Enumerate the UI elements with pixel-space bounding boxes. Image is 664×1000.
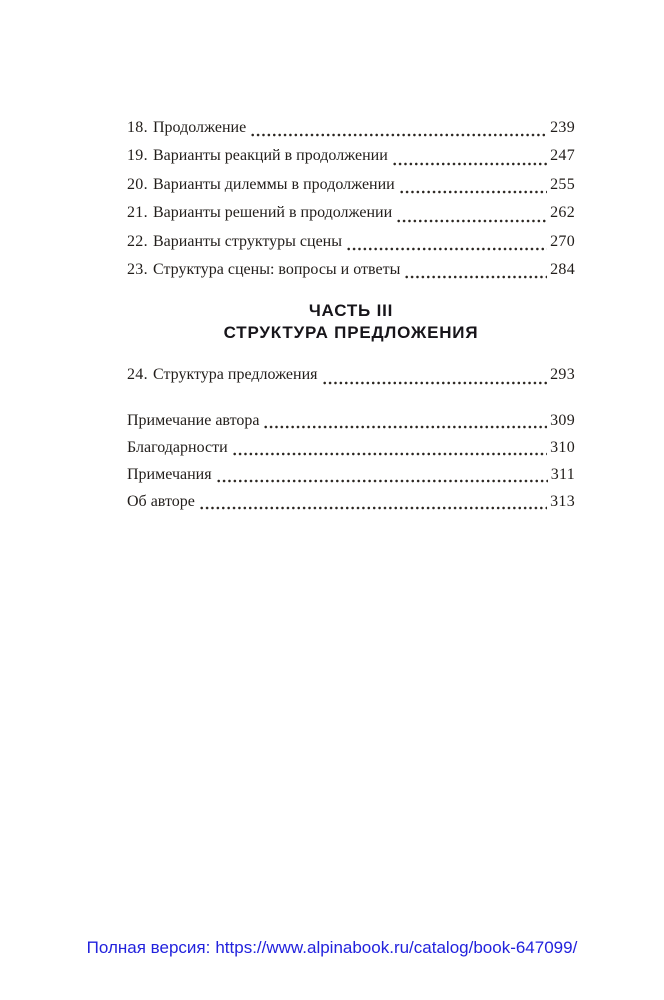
toc-entry-title: Варианты структуры сцены (153, 232, 342, 250)
toc-entry-title: Структура предложения (153, 366, 318, 384)
toc-entry (127, 461, 575, 488)
toc-entry (127, 171, 575, 199)
toc-entry (127, 114, 575, 142)
dot-leader (199, 506, 547, 510)
part-heading (127, 300, 575, 344)
dot-leader (396, 219, 547, 223)
toc-entry (127, 142, 575, 170)
dot-leader (263, 425, 547, 429)
toc-part-list (127, 361, 575, 389)
toc-entry-title: Об авторе (127, 492, 195, 510)
toc-entry (127, 256, 575, 284)
dot-leader (399, 190, 547, 194)
toc-entry-page: 239 (550, 119, 575, 136)
toc-entry-number: 24. (127, 366, 148, 384)
dot-leader (404, 275, 547, 279)
toc-back-matter-list (127, 407, 575, 515)
toc-entry-page: 311 (550, 465, 575, 483)
toc-entry (127, 488, 575, 515)
toc-entry-title: Варианты решений в продолжении (153, 204, 393, 222)
footer-label: Полная версия: (86, 938, 211, 957)
toc-entry-page: 247 (550, 147, 575, 165)
toc-entry-title: Примечания (127, 465, 212, 483)
toc-entry (127, 228, 575, 256)
dot-leader (250, 133, 547, 137)
toc-entry-number: 20. (127, 175, 148, 193)
toc-entry-page: 284 (550, 260, 575, 278)
toc-entry-number: 21. (127, 204, 148, 222)
toc-entry (127, 434, 575, 461)
toc-entry-title: Примечание автора (127, 411, 260, 429)
toc-entry-title: Структура сцены: вопросы и ответы (153, 260, 401, 278)
toc-entry-title: Варианты дилеммы в продолжении (153, 175, 395, 193)
toc-entry-title: Благодарности (127, 438, 228, 456)
dot-leader (232, 452, 547, 456)
toc-entry-page: 310 (550, 438, 575, 456)
toc-entry-title: Продолжение (153, 119, 247, 136)
dot-leader (322, 381, 548, 385)
toc-entry-number: 18. (127, 119, 148, 136)
toc-numbered-list (127, 114, 575, 284)
toc-entry (127, 361, 575, 389)
toc-entry (127, 199, 575, 227)
toc-page (127, 114, 575, 515)
toc-entry-number: 19. (127, 147, 148, 165)
part-heading-line1: ЧАСТЬ III (308, 301, 394, 321)
dot-leader (216, 479, 548, 483)
toc-entry-page: 313 (550, 492, 575, 510)
dot-leader (392, 162, 547, 166)
toc-entry-number: 23. (127, 260, 148, 278)
footer-url-link[interactable]: https://www.alpinabook.ru/catalog/book-647099/ (215, 938, 578, 957)
toc-entry-page: 293 (550, 366, 575, 384)
footer-link-line (0, 936, 664, 960)
toc-entry-page: 262 (550, 204, 575, 222)
toc-entry-title: Варианты реакций в продолжении (153, 147, 388, 165)
toc-entry-page: 255 (550, 175, 575, 193)
part-heading-line2: СТРУКТУРА ПРЕДЛОЖЕНИЯ (223, 323, 479, 343)
toc-entry (127, 407, 575, 434)
toc-entry-page: 270 (550, 232, 575, 250)
dot-leader (346, 247, 547, 251)
toc-entry-page: 309 (550, 411, 575, 429)
toc-entry-number: 22. (127, 232, 148, 250)
